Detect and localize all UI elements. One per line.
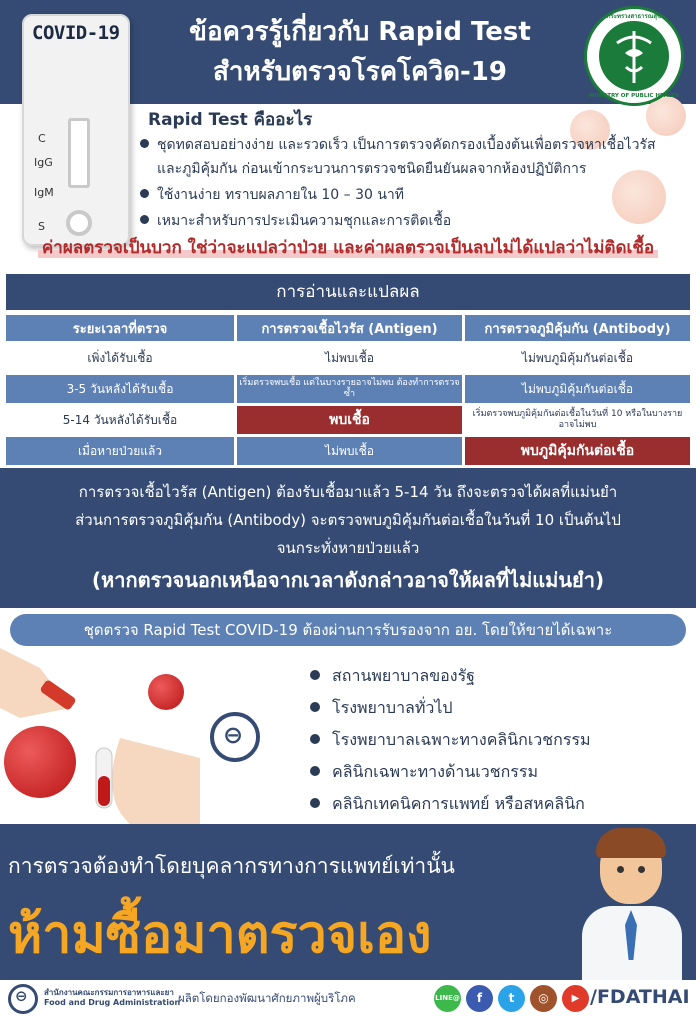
certification-section — [0, 608, 696, 824]
org-name-th: สำนักงานคณะกรรมการอาหารและยา — [44, 988, 174, 997]
cassette-label: COVID-19 — [32, 22, 120, 44]
explanation-line: จนกระทั่งหายป่วยแล้ว — [276, 539, 420, 557]
rapid-test-cassette-illustration — [22, 14, 130, 246]
table-cell: เมื่อหายป่วยแล้ว — [6, 437, 234, 465]
bullet-icon — [140, 189, 149, 198]
eye-icon — [638, 866, 645, 873]
instagram-icon[interactable]: ◎ — [530, 985, 557, 1012]
title-line-2: สำหรับตรวจโรคโควิด-19 — [213, 57, 507, 87]
info-item-continued: และภูมิคุ้มกัน ก่อนเข้ากระบวนการตรวจชนิดยืนยันผลจากห้องปฏิบัติการ — [157, 161, 587, 177]
info-item: ใช้งานง่าย ทราบผลภายใน 10 – 30 นาที — [140, 184, 690, 206]
title-line-1: ข้อควรรู้เกี่ยวกับ Rapid Test — [189, 17, 531, 47]
place-item: โรงพยาบาลเฉพาะทางคลินิกเวชกรรม — [310, 728, 591, 753]
table-cell: เพิ่งได้รับเชื้อ — [6, 344, 234, 372]
column-header-period: ระยะเวลาที่ตรวจ — [6, 315, 234, 341]
moph-emblem-icon — [599, 21, 669, 91]
fda-logo — [210, 712, 260, 762]
table-cell: ไม่พบเชื้อ — [234, 437, 462, 465]
table-row — [6, 375, 690, 403]
caduceus-icon — [599, 21, 669, 91]
moph-logo-text-en: MINISTRY OF PUBLIC HEALTH — [589, 93, 679, 99]
fda-logo-icon: ⊖ — [223, 721, 244, 749]
facebook-icon[interactable]: f — [466, 985, 493, 1012]
place-item: คลินิกเทคนิคการแพทย์ หรือสหคลินิก — [310, 792, 585, 817]
rapid-test-heading: Rapid Test คืออะไร — [148, 110, 313, 130]
table-cell-positive: พบภูมิคุ้มกันต่อเชื้อ — [462, 437, 690, 465]
medical-staff-only-text: การตรวจต้องทำโดยบุคลากรทางการแพทย์เท่านั้น — [8, 854, 455, 878]
table-cell-positive: พบเชื้อ — [234, 406, 462, 434]
result-warning: ค่าผลตรวจเป็นบวก ใช่ว่าจะแปลว่าป่วย และค่าผลตรวจเป็นลบไม่ได้แปลว่าไม่ติดเชื้อ — [0, 234, 696, 261]
fda-logo-icon: ⊖ — [15, 987, 28, 1005]
explanation-line: การตรวจเชื้อไวรัส (Antigen) ต้องรับเชื้อมาแล้ว 5-14 วัน ถึงจะตรวจได้ผลที่แม่นยำ — [78, 483, 618, 501]
bullet-icon — [310, 766, 320, 776]
info-item: ชุดทดสอบอย่างง่าย และรวดเร็ว เป็นการตรวจคัดกรองเบื้องต้นเพื่อตรวจหาเชื้อไวรัส — [140, 134, 690, 156]
fda-footer-logo — [8, 984, 38, 1014]
page-title — [130, 12, 590, 92]
no-self-test-headline: ห้ามซื้อมาตรวจเอง — [8, 905, 432, 965]
footer — [0, 980, 696, 1017]
bullet-icon — [140, 215, 149, 224]
table-cell: 5-14 วันหลังได้รับเชื้อ — [6, 406, 234, 434]
eye-icon — [617, 866, 624, 873]
reading-table-title: การอ่านและแปลผล — [6, 274, 690, 310]
bullet-icon — [310, 798, 320, 808]
explanation-text — [8, 478, 688, 562]
cassette-sample-well — [66, 210, 92, 236]
explanation-section — [0, 468, 696, 608]
youtube-icon[interactable]: ▶ — [562, 985, 589, 1012]
prohibition-section — [0, 824, 696, 980]
virus-illustration — [4, 726, 76, 798]
table-header-row — [6, 315, 690, 341]
line-icon[interactable]: LINE@ — [434, 985, 461, 1012]
org-name-en: Food and Drug Administration — [44, 998, 181, 1007]
twitter-icon[interactable]: t — [498, 985, 525, 1012]
production-credit: ผลิตโดยกองพัฒนาศักยภาพผู้บริโภค — [178, 991, 356, 1005]
info-item: เหมาะสำหรับการประเมินความชุกและการติดเชื้อ — [140, 210, 690, 232]
column-header-antibody: การตรวจภูมิคุ้มกัน (Antibody) — [462, 315, 690, 341]
table-row — [6, 344, 690, 372]
certification-banner: ชุดตรวจ Rapid Test COVID-19 ต้องผ่านการรับรองจาก อย. โดยให้ขายได้เฉพาะ — [10, 614, 686, 646]
bullet-icon — [310, 670, 320, 680]
column-header-antigen: การตรวจเชื้อไวรัส (Antigen) — [234, 315, 462, 341]
table-cell: เริ่มตรวจพบภูมิคุ้มกันต่อเชื้อในวันที่ 10 หรือในบางรายอาจไม่พบ — [462, 406, 690, 434]
intro-section — [0, 0, 696, 268]
moph-logo-text-th: กระทรวงสาธารณสุข — [606, 13, 662, 20]
bullet-icon — [310, 702, 320, 712]
virus-illustration — [148, 674, 184, 710]
cassette-mark-igm: IgM — [34, 186, 54, 199]
table-row — [6, 406, 690, 434]
table-cell: เริ่มตรวจพบเชื้อ แต่ในบางรายอาจไม่พบ ต้องทำการตรวจซ้ำ — [234, 375, 462, 403]
table-cell: ไม่พบภูมิคุ้มกันต่อเชื้อ — [462, 375, 690, 403]
explanation-line: ส่วนการตรวจภูมิคุ้มกัน (Antibody) จะตรวจพบภูมิคุ้มกันต่อเชื้อในวันที่ 10 เป็นต้นไป — [75, 511, 621, 529]
doctor-hair-icon — [596, 828, 666, 858]
reading-table — [6, 312, 690, 468]
place-item: โรงพยาบาลทั่วไป — [310, 696, 453, 721]
moph-logo — [584, 6, 684, 106]
cassette-mark-c: C — [38, 132, 46, 145]
accuracy-note: (หากตรวจนอกเหนือจากเวลาดังกล่าวอาจให้ผลที่ไม่แม่นยำ) — [91, 568, 605, 592]
table-cell: ไม่พบเชื้อ — [234, 344, 462, 372]
cassette-result-window — [68, 118, 90, 188]
cassette-mark-igg: IgG — [34, 156, 53, 169]
place-item: สถานพยาบาลของรัฐ — [310, 664, 475, 689]
bullet-icon — [310, 734, 320, 744]
place-item: คลินิกเฉพาะทางด้านเวชกรรม — [310, 760, 538, 785]
table-cell: ไม่พบภูมิคุ้มกันต่อเชื้อ — [462, 344, 690, 372]
social-handle[interactable]: /FDATHAI — [590, 986, 690, 1008]
bullet-icon — [140, 139, 149, 148]
cassette-mark-s: S — [38, 220, 45, 233]
table-row — [6, 437, 690, 465]
table-cell: 3-5 วันหลังได้รับเชื้อ — [6, 375, 234, 403]
reading-table-section — [0, 268, 696, 468]
